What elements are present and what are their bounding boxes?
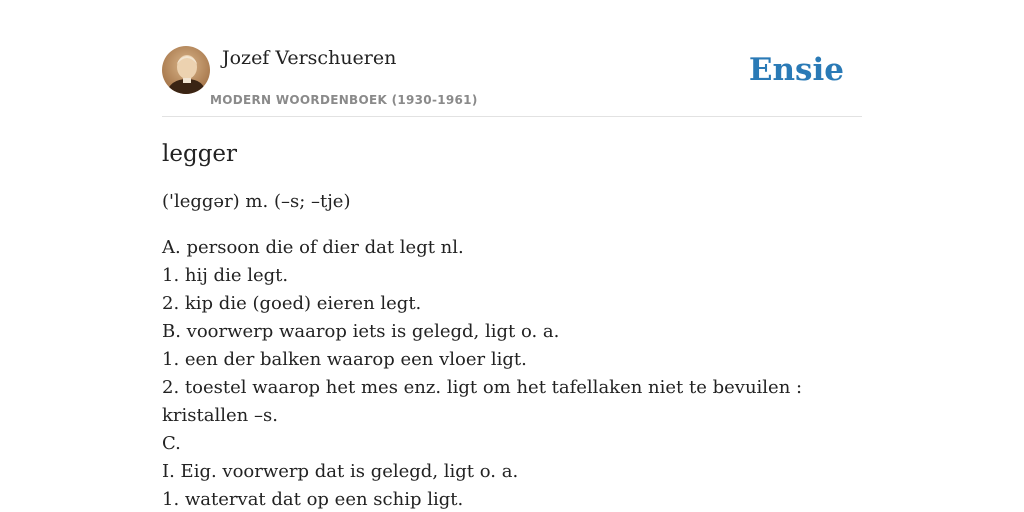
entry-headword: legger [162,141,238,167]
definition-line: I. Eig. voorwerp dat is gelegd, ligt o. a. [162,461,519,482]
entry-content [162,138,862,512]
definition-line: 2. kip die (goed) eieren legt. [162,293,422,314]
author-avatar[interactable] [162,46,210,94]
entry-pronunciation: ('leggər) m. (–s; –tje) [162,191,351,212]
entry-definitions [162,234,862,512]
source-name[interactable]: MODERN WOORDENBOEK (1930-1961) [210,93,478,107]
definition-line: A. persoon die of dier dat legt nl. [162,237,464,258]
definition-line: B. voorwerp waarop iets is gelegd, ligt o. a. [162,321,560,342]
definition-line: 1. hij die legt. [162,265,289,286]
author-portrait-image [162,46,210,94]
site-logo[interactable]: Ensie [748,52,844,88]
author-name[interactable]: Jozef Verschueren [222,47,397,69]
definition-line: 1. een der balken waarop een vloer ligt. [162,349,527,370]
definition-line: C. [162,433,181,454]
page-header [162,46,862,117]
definition-line: 2. toestel waarop het mes enz. ligt om het tafellaken niet te bevuilen : kristallen –s. [162,377,803,426]
definition-line: 1. watervat dat op een schip ligt. [162,489,464,510]
